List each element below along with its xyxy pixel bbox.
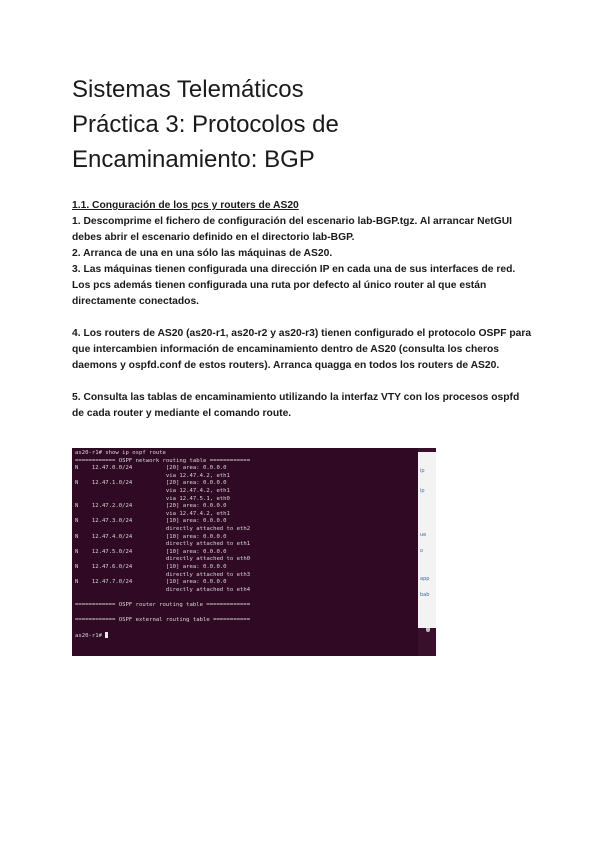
terminal-line: N 12.47.6.0/24 [10] area: 0.0.0.0 <box>75 563 227 570</box>
title-line-3: Encaminamiento: BGP <box>72 146 315 173</box>
terminal-line: directly attached to eth2 <box>75 525 251 532</box>
document-title <box>72 72 552 177</box>
terminal-line: as20-r1# <box>75 632 415 640</box>
background-window-fragment: ue <box>420 532 427 538</box>
terminal-line <box>75 625 415 633</box>
terminal-line: directly attached to eth3 <box>75 571 251 578</box>
terminal-line: N 12.47.3.0/24 [10] area: 0.0.0.0 <box>75 518 227 525</box>
background-window-fragment: app <box>420 576 430 582</box>
section-heading: 1.1. Conguración de los pcs y routers de AS20 <box>72 200 299 211</box>
terminal-line: via 12.47.4.2, eth1 <box>75 472 230 479</box>
terminal-line: via 12.47.5.1, eth0 <box>75 495 230 502</box>
terminal-line: N 12.47.1.0/24 [20] area: 0.0.0.0 <box>75 480 227 487</box>
terminal-line: via 12.47.4.2, eth1 <box>75 487 230 494</box>
title-line-1: Sistemas Telemáticos <box>72 76 304 103</box>
title-line-2: Práctica 3: Protocolos de <box>72 111 339 138</box>
terminal-line: via 12.47.4.2, eth1 <box>75 510 230 517</box>
terminal-line: N 12.47.2.0/24 [20] area: 0.0.0.0 <box>75 503 227 510</box>
terminal-line: N 12.47.7.0/24 [10] area: 0.0.0.0 <box>75 579 227 586</box>
terminal-line: as20-r1# show ip ospf route <box>75 450 166 456</box>
terminal-line: N 12.47.0.0/24 [20] area: 0.0.0.0 <box>75 465 227 472</box>
terminal-line: directly attached to eth4 <box>75 586 251 593</box>
terminal-line <box>75 594 415 602</box>
terminal-line: directly attached to eth0 <box>75 556 251 563</box>
terminal-line: ============ OSPF external routing table =========== <box>75 617 251 624</box>
terminal-line: ============ OSPF router routing table ============= <box>75 601 251 608</box>
background-window-fragment: ip <box>420 468 425 474</box>
terminal-line <box>75 609 415 617</box>
terminal-line: N 12.47.4.0/24 [10] area: 0.0.0.0 <box>75 533 227 540</box>
paragraph-5: 5. Consulta las tablas de encaminamiento utilizando la interfaz VTY con los procesos ospfd de cada router y mediante el comando route. <box>72 392 520 419</box>
background-window-fragment: ip <box>420 488 425 494</box>
terminal-screenshot <box>72 448 436 656</box>
paragraph-4: 4. Los routers de AS20 (as20-r1, as20-r2 y as20-r3) tienen configurado el protocolo OSPF para que intercambien información de encaminamiento dentro de AS20 (consulta los cheros daemons y ospfd.conf de estos routers). Arranca quagga en todos los routers de AS20. <box>72 328 532 371</box>
terminal-line: N 12.47.5.0/24 [10] area: 0.0.0.0 <box>75 548 227 555</box>
paragraph-3: 3. Las máquinas tienen configurada una dirección IP en cada una de sus interfaces de red. Los pcs además tienen configurada una ruta por defecto al único router al que están directamente conectados. <box>72 264 516 307</box>
terminal-line: directly attached to eth1 <box>75 541 251 548</box>
background-window-fragment: bab <box>420 592 430 598</box>
background-window-strip <box>418 452 436 628</box>
paragraph-2: 2. Arranca de una en una sólo las máquinas de AS20. <box>72 248 333 259</box>
terminal-line: ============ OSPF network routing table ============ <box>75 457 251 464</box>
paragraph-1: 1. Descomprime el fichero de configuración del escenario lab-BGP.tgz. Al arrancar NetGUI debes abrir el escenario definido en el directorio lab-BGP. <box>72 216 513 243</box>
terminal-cursor <box>105 632 108 638</box>
document-body <box>72 198 532 422</box>
background-window-fragment: o <box>420 548 424 554</box>
terminal-output <box>72 448 418 656</box>
